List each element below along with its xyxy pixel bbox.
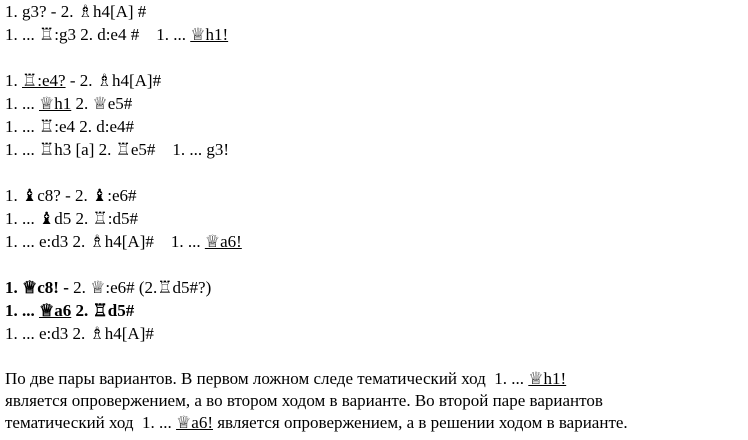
move-line [5, 207, 745, 230]
text-segment: 1. ... e:d3 2. ♗h4[A]# 1. ... [5, 232, 205, 251]
paragraph-line [5, 412, 743, 434]
move-line [5, 230, 745, 253]
move-line [5, 184, 745, 207]
spacer [5, 253, 745, 276]
text-segment: является опровержением, а во втором ходом в варианте. Во второй паре вариантов [5, 391, 603, 410]
text-segment: По две пары вариантов. В первом ложном следе тематический ход 1. ... [5, 369, 529, 388]
spacer [5, 46, 745, 69]
text-segment: 1. [5, 71, 22, 90]
paragraph-line [5, 390, 743, 412]
variation-blocks [5, 0, 745, 368]
variation-block [5, 69, 745, 161]
variation-block [5, 184, 745, 253]
text-segment: 2. ♕:e6# (2.♖d5#?) [73, 278, 212, 297]
variation-block [5, 276, 745, 345]
move-line [5, 23, 745, 46]
variation-block [5, 0, 745, 46]
text-segment: 1. ... e:d3 2. ♗h4[A]# [5, 324, 154, 343]
chess-solution-document [5, 0, 745, 434]
text-segment: 2. ♖d5# [71, 301, 135, 320]
text-segment: 1. ... ♝d5 2. ♖:d5# [5, 209, 138, 228]
underlined-move: ♕a6 [39, 301, 72, 320]
move-line [5, 115, 745, 138]
text-segment: 1. ... ♖:e4 2. d:e4# [5, 117, 135, 136]
text-segment: 1. ... ♖:g3 2. d:e4 # 1. ... [5, 25, 191, 44]
underlined-move: ♕h1! [528, 369, 567, 388]
text-segment: является опровержением, а в решении ходом в варианте. [212, 413, 628, 432]
underlined-move: ♕a6! [176, 413, 213, 432]
text-segment: - 2. ♗h4[A]# [65, 71, 162, 90]
move-line [5, 92, 745, 115]
underlined-move: ♕h1 [39, 94, 72, 113]
text-segment: 2. ♕e5# [71, 94, 133, 113]
text-segment: тематический ход 1. ... [5, 413, 177, 432]
move-line [5, 69, 745, 92]
text-segment: - [58, 278, 74, 297]
spacer [5, 345, 745, 368]
move-line [5, 276, 745, 299]
text-segment: 1. ♝c8? - 2. ♝:e6# [5, 186, 137, 205]
text-segment: 1. ... ♖h3 [a] 2. ♖e5# 1. ... g3! [5, 140, 230, 159]
move-line [5, 0, 745, 23]
underlined-move: ♖:e4? [22, 71, 66, 90]
underlined-move: ♕h1! [190, 25, 229, 44]
text-segment: 1. g3? - 2. ♗h4[A] # [5, 2, 147, 21]
move-line [5, 322, 745, 345]
spacer [5, 161, 745, 184]
commentary-paragraph [5, 368, 743, 434]
move-line [5, 138, 745, 161]
text-segment: 1. ... [5, 94, 39, 113]
move-line [5, 299, 745, 322]
paragraph-line [5, 368, 743, 390]
underlined-move: ♕a6! [204, 232, 242, 251]
text-segment: 1. ♕c8! [5, 278, 59, 297]
text-segment: 1. ... [5, 301, 39, 320]
